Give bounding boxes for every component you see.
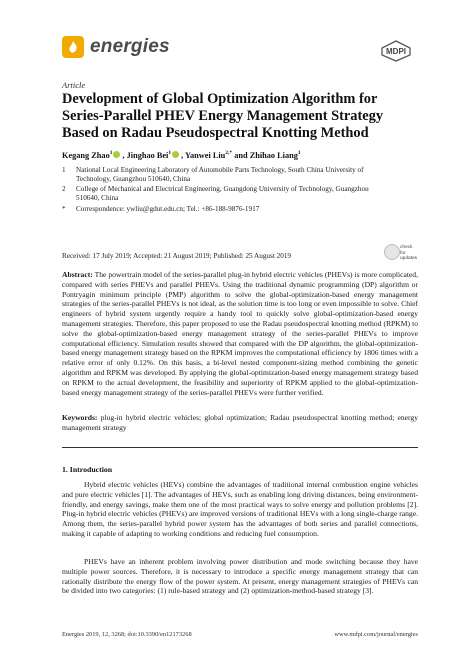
- affiliation-mark: *: [62, 205, 66, 213]
- updates-line-2: updates: [400, 256, 418, 262]
- updates-line-1: check for: [400, 245, 413, 256]
- paragraph-1: Hybrid electric vehicles (HEVs) combine the advantages of traditional internal combustion engine vehicles and pure electric vehicles [1]. The advantages of HEVs, such as enabling long driving distances, being environment-friendly, and energy savings, make them one of the most practical ways to solve energy and pollution problems [2]. Plug-in hybrid electric vehicles (PHEVs) are improved versions of traditional HEVs with a long single-charge range. Among them, the series-parallel hybrid power system has the advantages of both series and parallel connections, making it capable of adapting to working conditions and reducing fuel consumption.: [62, 480, 418, 538]
- abstract: [62, 270, 418, 397]
- author-affil-sup: 2,*: [225, 150, 233, 156]
- author-sep: and: [232, 150, 250, 160]
- author-sep: ,: [122, 150, 127, 160]
- mdpi-logo[interactable]: [380, 40, 412, 62]
- keywords-label: Keywords:: [62, 413, 98, 422]
- affiliation-text: National Local Engineering Laboratory of Automobile Parts Technology, South China University of Technology, Guangzhou 510640, China: [76, 166, 364, 184]
- author-name[interactable]: Yanwei Liu: [184, 150, 226, 160]
- abstract-label: Abstract:: [62, 270, 93, 279]
- author-affil-sup: 1: [109, 150, 113, 156]
- correspondence-text[interactable]: Correspondence: ywliu@gdut.edu.cn; Tel.: +86-188-9876-1917: [76, 205, 260, 213]
- affiliation-1: [62, 166, 376, 184]
- author-name[interactable]: Zhihao Liang: [249, 150, 298, 160]
- updates-icon: [384, 244, 400, 260]
- keywords-text: plug-in hybrid electric vehicles; global optimization; Radau pseudospectral knotting method; energy management strategy: [62, 413, 418, 432]
- footer-citation: Energies 2019, 12, 3268; doi:10.3390/en12173268: [62, 631, 192, 638]
- keywords: [62, 413, 418, 433]
- paper-title: Development of Global Optimization Algorithm for Series-Parallel PHEV Energy Management Strategy Based on Radau Pseudospectral Knotting Method: [62, 91, 384, 141]
- author-name[interactable]: Kegang Zhao: [62, 150, 110, 160]
- author-list: [62, 150, 301, 160]
- affiliation-mark: 1: [62, 166, 66, 174]
- journal-logo[interactable]: [62, 36, 170, 58]
- paragraph-2: PHEVs have an inherent problem involving power distribution and mode switching because they have multiple power sources. Therefore, it is necessary to introduce a specific energy management strategy that can rationally distribute the energy flow of the power system. At present, energy management strategies of PHEVs can be divided into two categories: (1) rule-based strategy and (2) optimization-method-based strategy [3].: [62, 557, 418, 596]
- author-name[interactable]: Jinghao Bei: [126, 150, 169, 160]
- affiliation-2: [62, 185, 376, 203]
- author-affil-sup: 1: [168, 150, 172, 156]
- affiliation-text: College of Mechanical and Electrical Engineering, Guangdong University of Technology, Guangzhou 510640, China: [76, 185, 369, 203]
- check-for-updates-badge[interactable]: [384, 242, 418, 262]
- orcid-icon[interactable]: [172, 151, 179, 158]
- publication-dates: Received: 17 July 2019; Accepted: 21 August 2019; Published: 25 August 2019: [62, 252, 291, 260]
- section-divider: [62, 447, 418, 448]
- correspondence: [62, 205, 376, 214]
- article-type: Article: [62, 80, 86, 90]
- orcid-icon[interactable]: [113, 151, 120, 158]
- author-sep: ,: [181, 150, 185, 160]
- footer-url[interactable]: www.mdpi.com/journal/energies: [334, 631, 418, 638]
- journal-name: energies: [90, 36, 170, 57]
- abstract-text: The powertrain model of the series-parallel plug-in hybrid electric vehicles (PHEVs) is more complicated, compared with series PHEVs and parallel PHEVs. Using the traditional dynamic programming (DP) algorithm or Pontryagin minimum principle (PMP) algorithm to solve the global-optimization-based energy management strategies of the series-parallel PHEVs is not ideal, as the solution time is too long or even impossible to solve. Chief engineers of hybrid system urgently require a handy tool to quickly solve global-optimization-based energy management strategies. Therefore, this paper proposed to use the Radau pseudospectral knotting method (RPKM) to solve the global-optimization-based energy management strategy of the series-parallel PHEVs to improve computational efficiency. Simulation results showed that compared with the DP algorithm, the global-optimization-based energy management strategy based on the RPKM improves the computational efficiency by 1806 times with a relative error of only 0.12%. On this basis, a bi-level nested component-sizing method combining the genetic algorithm and RPKM was developed. By applying the global-optimization-based energy management strategy based on RPKM to the actual development, the feasibility and superiority of RPKM applied to the global-optimization-based energy management strategy of the series-parallel PHEVs were further verified.: [62, 270, 419, 397]
- energies-flame-icon: [62, 36, 84, 58]
- affiliation-mark: 2: [62, 185, 66, 193]
- author-affil-sup: 1: [297, 150, 301, 156]
- section-heading: 1. Introduction: [62, 465, 113, 474]
- publisher-name: MDPI: [386, 47, 406, 56]
